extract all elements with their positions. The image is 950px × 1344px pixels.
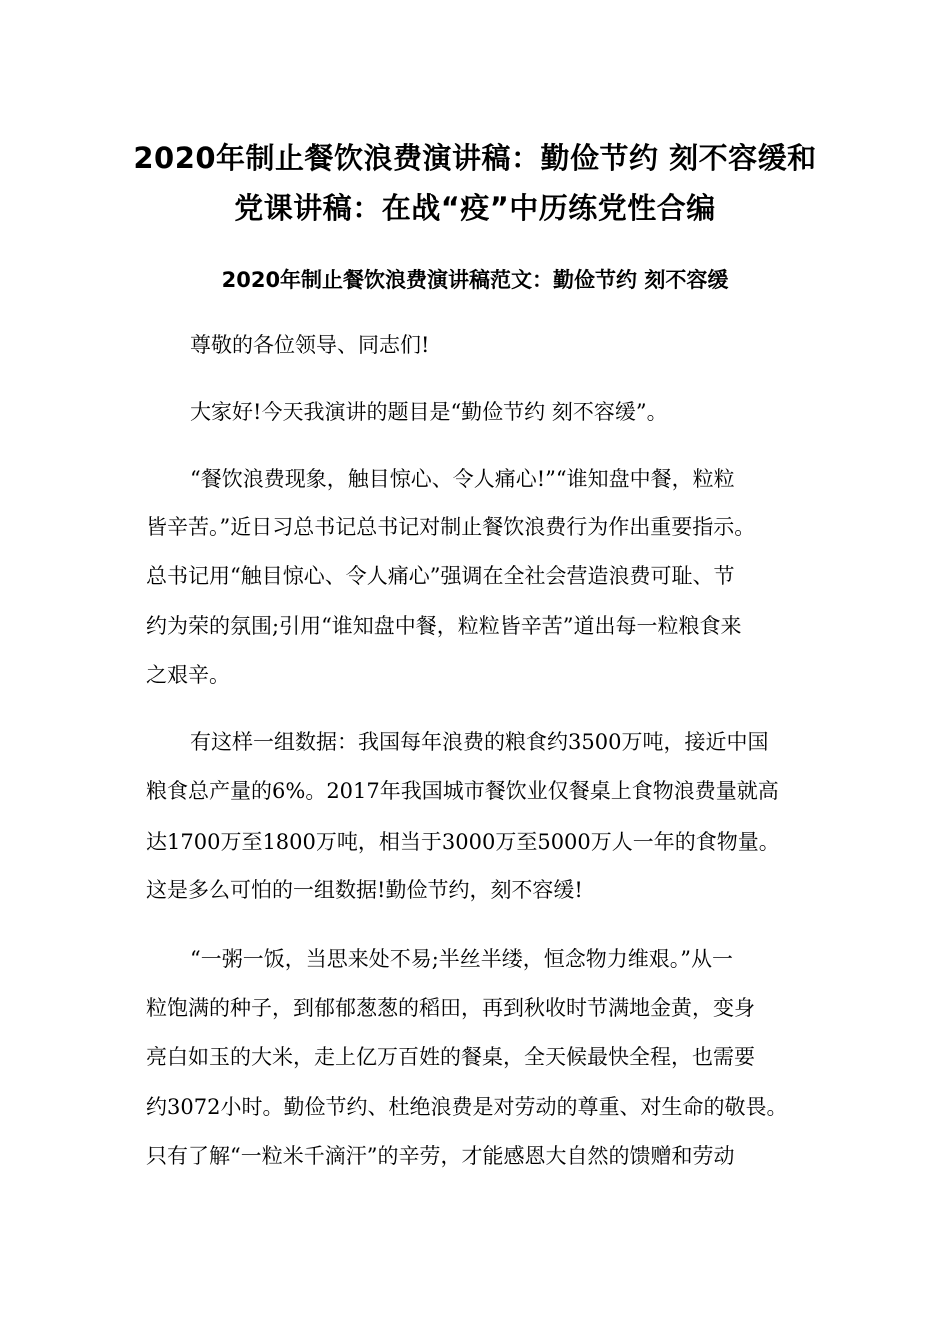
paragraph-line: 亮白如玉的大米，走上亿万百姓的餐桌，全天候最快全程，也需要	[146, 1045, 755, 1069]
document-title-line-2: 党课讲稿：在战“疫”中历练党性合编	[234, 191, 716, 225]
paragraph-line: 总书记用“触目惊心、令人痛心”强调在全社会营造浪费可耻、节	[146, 564, 735, 588]
salutation-line: 尊敬的各位领导、同志们!	[190, 333, 430, 357]
paragraph-line: 之艰辛。	[146, 663, 230, 687]
paragraph-line: 约为荣的氛围;引用“谁知盘中餐，粒粒皆辛苦”道出每一粒粮食来	[146, 614, 742, 638]
paragraph-line: 这是多么可怕的一组数据!勤俭节约，刻不容缓!	[146, 878, 583, 902]
paragraph-line: 皆辛苦。”近日习总书记总书记对制止餐饮浪费行为作出重要指示。	[146, 515, 756, 539]
paragraph-line: 有这样一组数据：我国每年浪费的粮食约3500万吨，接近中国	[190, 730, 769, 754]
document-subtitle: 2020年制止餐饮浪费演讲稿范文：勤俭节约 刻不容缓	[221, 268, 729, 292]
paragraph-line: 只有了解“一粒米千滴汗”的辛劳，才能感恩大自然的馈赠和劳动	[146, 1144, 735, 1168]
paragraph-line: 粒饱满的种子，到郁郁葱葱的稻田，再到秋收时节满地金黄，变身	[146, 996, 755, 1020]
paragraph-line: 约3072小时。勤俭节约、杜绝浪费是对劳动的尊重、对生命的敬畏。	[146, 1095, 788, 1119]
paragraph-line: 达1700万至1800万吨，相当于3000万至5000万人一年的食物量。	[146, 830, 780, 854]
opening-line: 大家好!今天我演讲的题目是“勤俭节约 刻不容缓”。	[190, 400, 668, 424]
paragraph-line: “餐饮浪费现象，触目惊心、令人痛心!”“谁知盘中餐，粒粒	[190, 467, 735, 491]
paragraph-line: 粮食总产量的6%。2017年我国城市餐饮业仅餐桌上食物浪费量就高	[146, 779, 779, 803]
document-title-line-1: 2020年制止餐饮浪费演讲稿：勤俭节约 刻不容缓和	[133, 141, 817, 175]
paragraph-line: “一粥一饭，当思来处不易;半丝半缕，恒念物力维艰。”从一	[190, 947, 734, 971]
